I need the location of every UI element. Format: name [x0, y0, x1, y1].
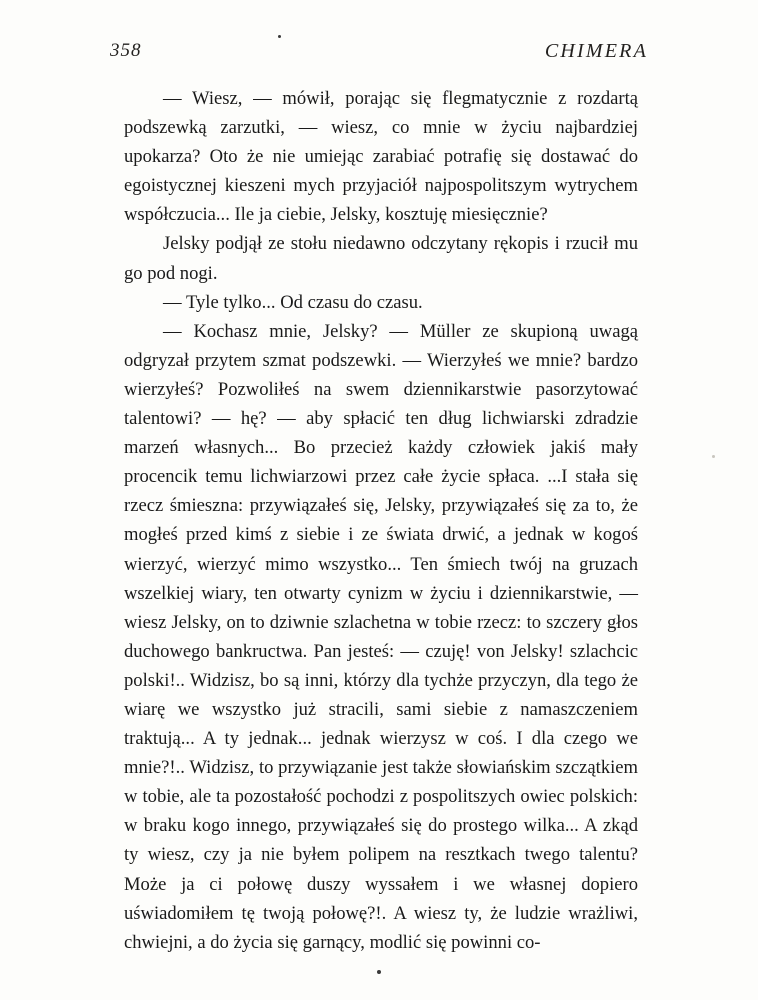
footer-speck-icon: [377, 970, 381, 974]
header-speck-icon: [278, 35, 281, 38]
running-title: CHIMERA: [544, 40, 648, 62]
paragraph: — Tyle tylko... Od czasu do czasu.: [163, 291, 423, 313]
paragraph: Jelsky podjął ze stołu niedawno odczytany rękopis i rzucił mu go pod nogi.: [124, 233, 638, 284]
paragraph: — Kochasz mnie, Jelsky? — Müller ze skupioną uwagą odgryzał przytem szmat podszewki. — Wierzyłeś we mnie? bardzo wierzyłeś? Pozwoliłeś na swem dziennikarstwie pasorzytować talentowi? — hę? — aby spłacić ten dług lichwiarski zdradzie marzeń własnych... Bo przecież każdy człowiek jakiś mały procencik temu lichwiarzowi przez całe życie spłaca. ...I stała się rzecz śmieszna: przywiązałeś się, Jelsky, przywiązałeś się za to, że mogłeś przed kimś z siebie i ze świata drwić, a jednak w kogoś wierzyć, wierzyć mimo wszystko... Ten śmiech twój na gruzach wszelkiej wiary, ten otwarty cynizm w życiu i dziennikarstwie, — wiesz Jelsky, on to dziwnie szlachetna w tobie rzecz: to szczery głos duchowego bankructwa. Pan jesteś: — czuję! von Jelsky! szlachcic polski!.. Widzisz, bo są inni, którzy dla tychże przyczyn, dla tego że wiarę we wszystko już stracili, sami siebie z namaszczeniem traktują... A ty jednak... jednak wierzysz w coś. I dla czego we mnie?!.. Widzisz, to przywiązanie jest także słowiańskim szczątkiem w tobie, ale ta pozostałość pochodzi z pospolitszych owiec polskich: w braku kogo innego, przywiązałeś się do prostego wilka... A zkąd ty wiesz, czy ja nie byłem polipem na resztkach twego talentu? Może ja ci połowę duszy wyssałem i we własnej dopiero uświadomiłem tę twoją połowę?!. A wiesz ty, że ludzie wrażliwi, chwiejni, a do życia się garnący, modlić się powinni co-: [124, 320, 638, 953]
edge-speck-icon: [712, 455, 715, 458]
body-text: [124, 84, 638, 957]
page-header: [110, 40, 648, 70]
page-number: 358: [110, 40, 142, 61]
paragraph: — Wiesz, — mówił, porając się flegmatycznie z rozdartą podszewką zarzutki, — wiesz, co mnie w życiu najbardziej upokarza? Oto że nie umiejąc zarabiać potrafię się dostawać do egoistycznej kieszeni mych przyjaciół najpospolitszym wytrychem współczucia... Ile ja ciebie, Jelsky, kosztuję miesięcznie?: [124, 88, 638, 226]
